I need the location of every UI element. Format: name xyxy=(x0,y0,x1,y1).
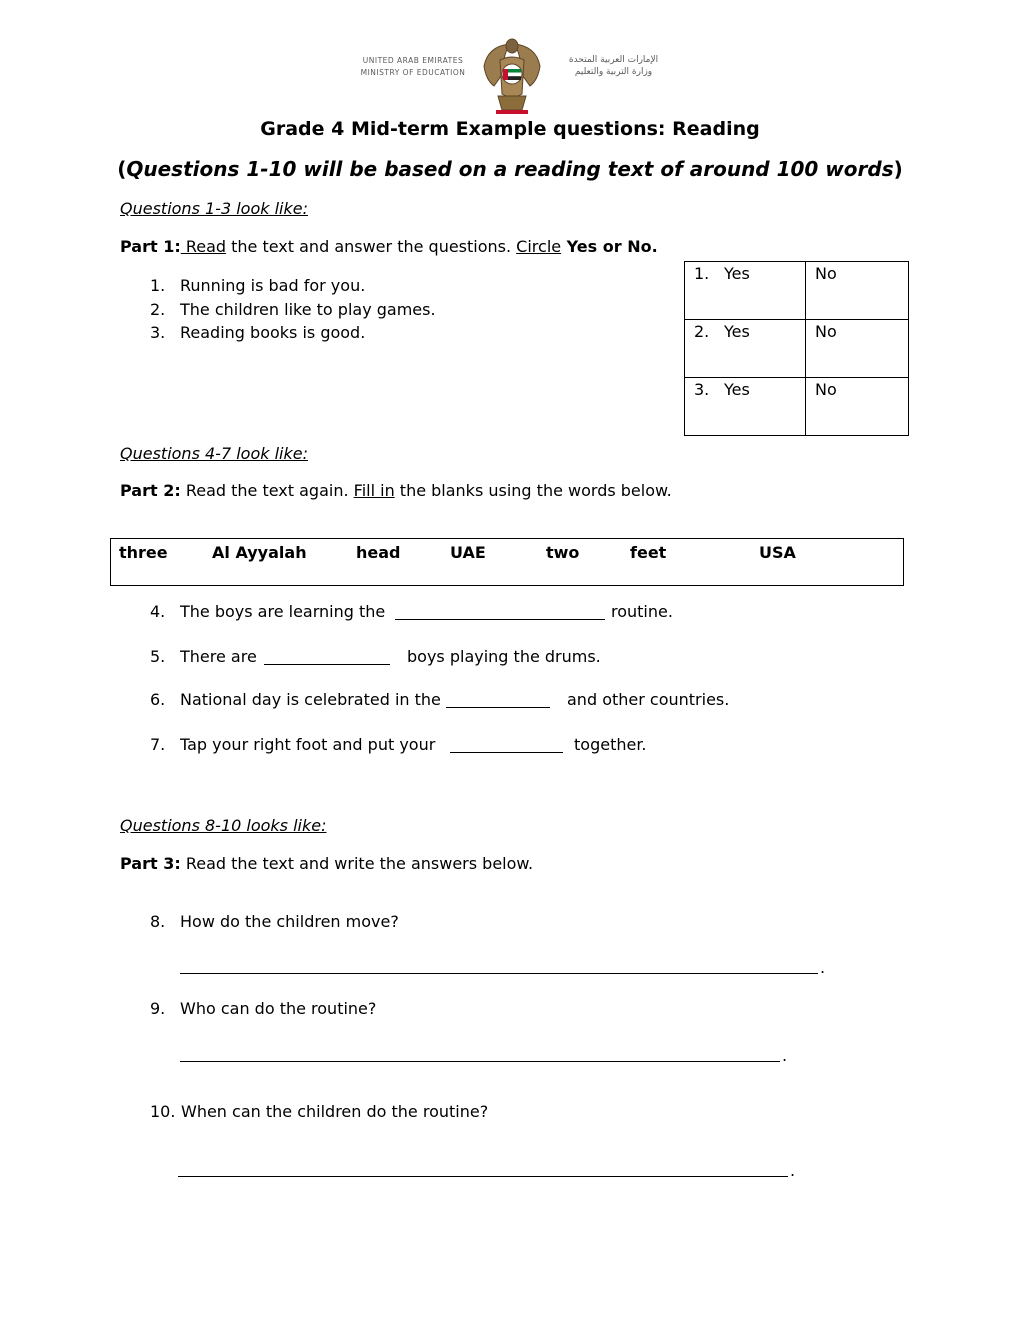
word-bank-item: USA xyxy=(759,543,796,562)
ministry-ar-line-1: الإمارات العربية المتحدة xyxy=(568,55,659,65)
word-bank-item: UAE xyxy=(450,543,486,562)
part3-instr: Read the text and write the answers below. xyxy=(180,854,534,873)
answer-end-period: . xyxy=(790,1161,796,1180)
page-subtitle xyxy=(0,157,1020,181)
yes-option[interactable]: Yes xyxy=(724,264,750,283)
part3-item-10 xyxy=(150,1102,488,1121)
subtitle-text: Questions 1-10 will be based on a reading text of around 100 words xyxy=(126,157,894,181)
table-row xyxy=(685,320,909,378)
row-number: 2. xyxy=(694,322,710,341)
item-number: 10. xyxy=(150,1102,176,1121)
yes-no-table xyxy=(684,261,909,436)
item-text-before: There are xyxy=(180,647,257,666)
no-cell-2[interactable] xyxy=(806,320,909,378)
word-bank xyxy=(110,538,904,586)
item-text-before: National day is celebrated in the xyxy=(180,690,441,709)
yes-option[interactable]: Yes xyxy=(724,380,750,399)
yes-cell-3[interactable] xyxy=(685,378,806,436)
page-title: Grade 4 Mid-term Example questions: Reading xyxy=(260,118,760,140)
item-number: 8. xyxy=(150,912,166,931)
no-option[interactable]: No xyxy=(815,322,837,341)
item-text: When can the children do the routine? xyxy=(181,1102,489,1121)
blank-line-4[interactable] xyxy=(395,619,605,620)
word-bank-item: three xyxy=(119,543,168,562)
part1-read: Read xyxy=(180,237,227,256)
part2-label: Part 2: xyxy=(120,481,181,500)
item-text: The children like to play games. xyxy=(180,300,436,319)
yes-cell-1[interactable] xyxy=(685,262,806,320)
no-cell-3[interactable] xyxy=(806,378,909,436)
item-text-after: and other countries. xyxy=(567,690,730,709)
item-text-after: routine. xyxy=(611,602,673,621)
part2-instruction xyxy=(120,481,672,500)
ministry-name-english xyxy=(356,55,470,79)
item-number: 9. xyxy=(150,999,166,1018)
row-number: 1. xyxy=(694,264,710,283)
item-text: Reading books is good. xyxy=(180,323,366,342)
word-bank-item: feet xyxy=(630,543,667,562)
word-bank-item: Al Ayyalah xyxy=(212,543,307,562)
table-row xyxy=(685,378,909,436)
item-text-after: boys playing the drums. xyxy=(407,647,601,666)
word-bank-item: head xyxy=(356,543,401,562)
part1-label: Part 1: xyxy=(120,237,181,256)
item-text: Running is bad for you. xyxy=(180,276,366,295)
section-label-part3: Questions 8-10 looks like: xyxy=(120,816,327,835)
ministry-line-2: MINISTRY OF EDUCATION xyxy=(360,68,466,77)
no-option[interactable]: No xyxy=(815,380,837,399)
yes-cell-2[interactable] xyxy=(685,320,806,378)
part1-instr-mid: the text and answer the questions. xyxy=(226,237,512,256)
answer-line-8[interactable] xyxy=(180,973,818,974)
part3-label: Part 3: xyxy=(120,854,181,873)
item-text-after: together. xyxy=(574,735,647,754)
section-label-part1: Questions 1-3 look like: xyxy=(120,199,308,218)
item-text: How do the children move? xyxy=(180,912,399,931)
part2-item-6 xyxy=(150,690,441,709)
item-number: 5. xyxy=(150,647,166,666)
section-label-part2: Questions 4-7 look like: xyxy=(120,444,308,463)
part2-instr-a: Read the text again. xyxy=(180,481,349,500)
part3-item-9 xyxy=(150,999,376,1018)
answer-end-period: . xyxy=(820,958,826,977)
part1-yes-or-no: Yes or No. xyxy=(561,237,658,256)
part1-circle: Circle xyxy=(516,237,562,256)
part3-instruction xyxy=(120,854,533,873)
uae-falcon-emblem-icon xyxy=(480,36,544,116)
blank-line-6[interactable] xyxy=(446,707,550,708)
no-cell-1[interactable] xyxy=(806,262,909,320)
part1-instruction xyxy=(120,237,658,256)
part2-fill-in: Fill in xyxy=(353,481,395,500)
part1-item-2 xyxy=(150,300,436,319)
part2-item-5 xyxy=(150,647,257,666)
item-number: 2. xyxy=(150,300,166,319)
part2-item-4 xyxy=(150,602,385,621)
answer-line-10[interactable] xyxy=(178,1176,788,1177)
yes-option[interactable]: Yes xyxy=(724,322,750,341)
item-text: Who can do the routine? xyxy=(180,999,377,1018)
answer-end-period: . xyxy=(782,1046,788,1065)
no-option[interactable]: No xyxy=(815,264,837,283)
item-number: 7. xyxy=(150,735,166,754)
blank-line-7[interactable] xyxy=(450,752,563,753)
item-number: 6. xyxy=(150,690,166,709)
ministry-ar-line-2: وزارة التربية والتعليم xyxy=(574,67,653,77)
item-text-before: Tap your right foot and put your xyxy=(180,735,436,754)
part3-item-8 xyxy=(150,912,399,931)
item-number: 1. xyxy=(150,276,166,295)
ministry-name-arabic xyxy=(556,54,671,78)
part1-item-1 xyxy=(150,276,365,295)
blank-line-5[interactable] xyxy=(264,664,390,665)
answer-line-9[interactable] xyxy=(180,1061,780,1062)
part2-item-7 xyxy=(150,735,435,754)
word-bank-item: two xyxy=(546,543,580,562)
table-row xyxy=(685,262,909,320)
ministry-line-1: UNITED ARAB EMIRATES xyxy=(362,56,464,65)
item-number: 3. xyxy=(150,323,166,342)
item-number: 4. xyxy=(150,602,166,621)
subtitle-close-paren: ) xyxy=(893,157,903,181)
part1-item-3 xyxy=(150,323,365,342)
item-text-before: The boys are learning the xyxy=(180,602,386,621)
row-number: 3. xyxy=(694,380,710,399)
subtitle-open-paren: ( xyxy=(117,157,127,181)
part2-instr-b: the blanks using the words below. xyxy=(394,481,672,500)
